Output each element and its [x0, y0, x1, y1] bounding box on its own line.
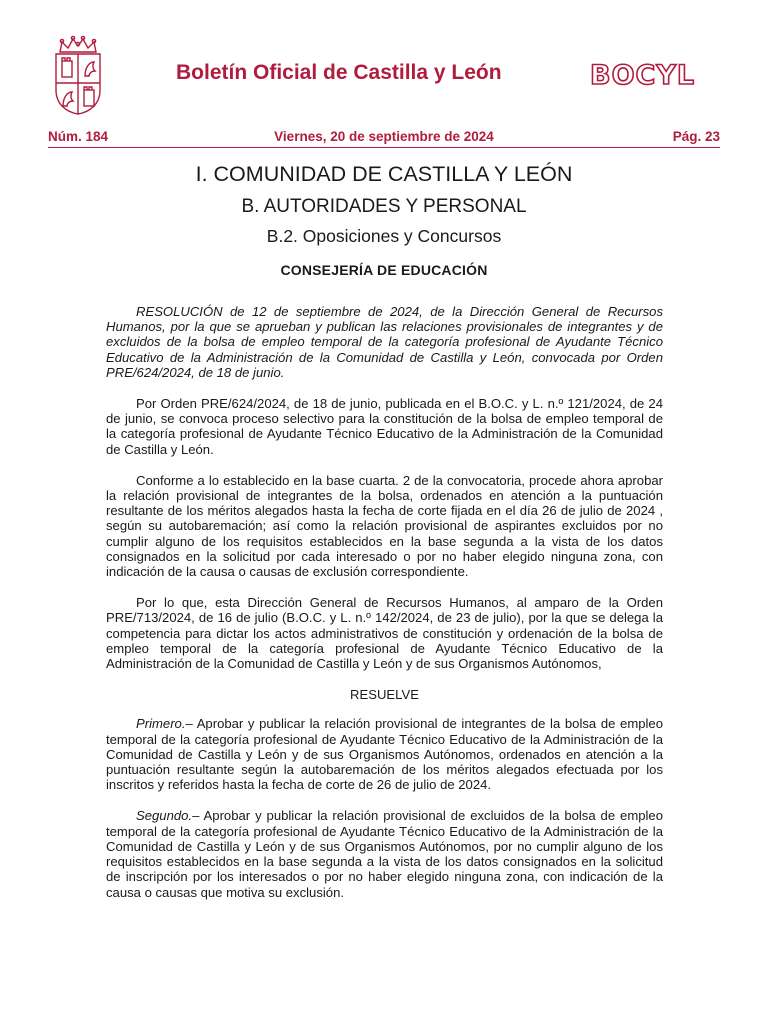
department-heading: CONSEJERÍA DE EDUCACIÓN	[280, 262, 488, 278]
paragraph-2: Conforme a lo establecido en la base cuarta. 2 de la convocatoria, procede ahora aprobar la relación provisional de integrantes de la bolsa, ordenados en atención a la puntuación resultante de los méritos alegados hasta la fecha de corte fijada en el día 26 de julio de 2024 , según su autobaremación; así como la relación provisional de aspirantes excluidos por no cumplir alguno de los requisitos establecidos en la base segunda a la vista de los datos consignados en la solicitud por cada interesado o por no haber elegido ninguna zona, con indicación de la causa o causas de exclusión correspondiente.	[106, 472, 663, 580]
bulletin-title: Boletín Oficial de Castilla y León	[176, 61, 502, 84]
page-number: Pág. 23	[672, 129, 720, 144]
section-heading-3: B.2. Oposiciones y Concursos	[266, 226, 502, 246]
section-heading-1: I. COMUNIDAD DE CASTILLA Y LEÓN	[195, 162, 573, 186]
article-segundo-text: – Aprobar y publicar la relación provisional de excluidos de la bolsa de empleo temporal de la categoría profesional de Ayudante Técnico Educativo de la Administración de la Comunidad de Castilla y León y de sus Organismos Autónomos, por no cumplir alguno de los requisitos establecidos en la base segunda a la vista de los datos consignados en la solicitud de inscripción por los interesados o por no haber elegido ninguna zona, con indicación de la causa o causas que motiva su exclusión.	[106, 808, 663, 900]
bocyl-logo: BOCYL	[590, 60, 696, 91]
paragraph-1: Por Orden PRE/624/2024, de 18 de junio, publicada en el B.O.C. y L. n.º 121/2024, de 24 de junio, se convoca proceso selectivo para la constitución de la bolsa de empleo temporal de la categoría profesional de Ayudante Técnico Educativo de la Administración de la Comunidad de Castilla y León.	[106, 396, 663, 457]
article-segundo-label: Segundo.	[136, 808, 193, 824]
section-heading-2: B. AUTORIDADES Y PERSONAL	[241, 196, 527, 217]
article-segundo	[106, 808, 663, 899]
resolution-summary: RESOLUCIÓN de 12 de septiembre de 2024, de la Dirección General de Recursos Humanos, por la que se aprueban y publican las relaciones provisionales de integrantes y de excluidos de la bolsa de empleo temporal de la categoría profesional de Ayudante Técnico Educativo de la Administración de la Comunidad de Castilla y León, convocada por Orden PRE/624/2024, de 18 de junio.	[106, 304, 663, 380]
article-primero	[106, 716, 663, 792]
paragraph-3: Por lo que, esta Dirección General de Recursos Humanos, al amparo de la Orden PRE/713/2024, de 16 de julio (B.O.C. y L. n.º 142/2024, de 23 de julio), por la que se delega la competencia para dictar los actos administrativos de constitución y ordenación de la bolsa de empleo temporal de la categoría profesional de Ayudante Técnico Educativo de la Administración de la Comunidad de Castilla y León y de sus Organismos Autónomos,	[106, 595, 663, 672]
issue-number: Núm. 184	[48, 129, 109, 144]
document-body	[106, 304, 663, 916]
article-primero-text: – Aprobar y publicar la relación provisional de integrantes de la bolsa de empleo temporal de la categoría profesional de Ayudante Técnico Educativo de la Administración de la Comunidad de Castilla y León y de sus Organismos Autónomos, ordenados en atención a la puntuación resultante según la autobaremación de los méritos alegados efectuada por los inscritos y referidos hasta la fecha de corte de 26 de julio de 2024.	[106, 716, 663, 793]
resuelve-heading: RESUELVE	[350, 687, 419, 703]
issue-date: Viernes, 20 de septiembre de 2024	[274, 129, 494, 144]
article-primero-label: Primero.	[136, 716, 186, 732]
coat-of-arms-icon	[48, 34, 108, 118]
issue-bar	[48, 129, 720, 148]
